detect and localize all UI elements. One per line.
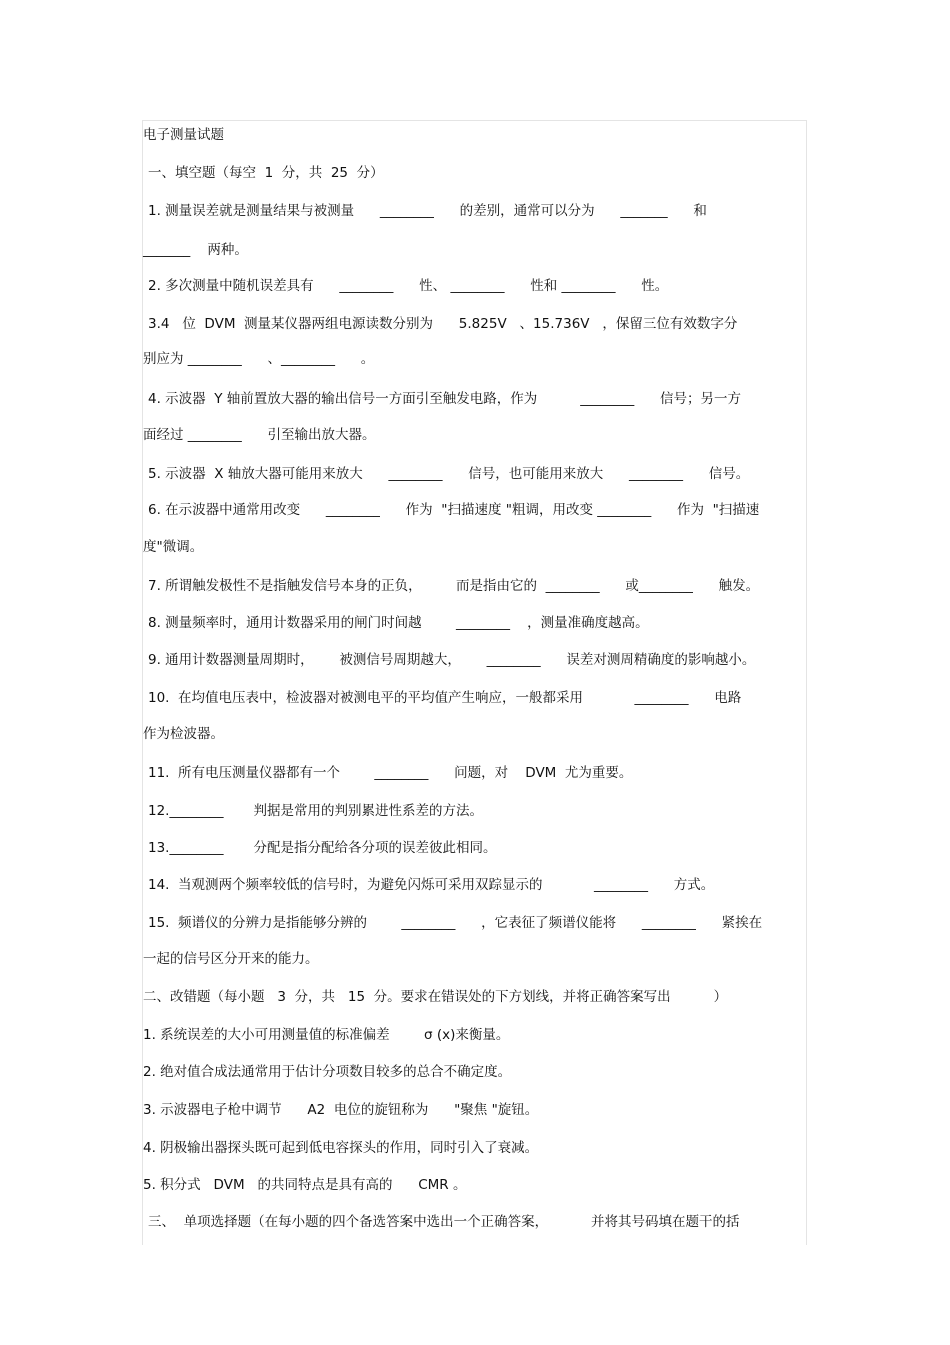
q3-line2: 别应为 ________ 、________ 。 <box>143 351 375 367</box>
q13: 13.________ 分配是指分配给各分项的误差彼此相同。 <box>148 840 497 856</box>
q9: 9. 通用计数器测量周期时， 被测信号周期越大， ________ 误差对测周精确度的影响越小。 <box>148 652 756 668</box>
q6-line2: 度"微调。 <box>143 539 204 555</box>
q2: 2. 多次测量中随机误差具有 ________ 性、 ________ 性和 ________ 性。 <box>148 278 669 294</box>
c4: 4. 阴极输出器探头既可起到低电容探头的作用，同时引入了衰减。 <box>143 1140 539 1156</box>
q14: 14. 当观测两个频率较低的信号时，为避免闪烁可采用双踪显示的 ________ 方式。 <box>148 877 715 893</box>
q6-line1: 6. 在示波器中通常用改变 ________ 作为 "扫描速度 "粗调，用改变 ________ 作为 "扫描速 <box>148 502 760 518</box>
q12: 12.________ 判据是常用的判别累进性系差的方法。 <box>148 803 484 819</box>
q4-line2: 面经过 ________ 引至输出放大器。 <box>143 427 376 443</box>
q10-line1: 10. 在均值电压表中，检波器对被测电平的平均值产生响应，一般都采用 ________ 电路 <box>148 690 742 706</box>
section-2-heading: 二、改错题（每小题 3 分，共 15 分。要求在错误处的下方划线，并将正确答案写出 ） <box>143 989 728 1005</box>
q5: 5. 示波器 X 轴放大器可能用来放大 ________ 信号，也可能用来放大 ________ 信号。 <box>148 466 750 482</box>
c2: 2. 绝对值合成法通常用于估计分项数目较多的总合不确定度。 <box>143 1064 512 1080</box>
q15-line1: 15. 频谱仪的分辨力是指能够分辨的 ________ ，它表征了频谱仪能将 ________ 紧挨在 <box>148 915 763 931</box>
c1: 1. 系统误差的大小可用测量值的标准偏差 σ (x)来衡量。 <box>143 1027 510 1043</box>
q15-line2: 一起的信号区分开来的能力。 <box>143 951 319 967</box>
q8: 8. 测量频率时，通用计数器采用的闸门时间越 ________ ，测量准确度越高。 <box>148 615 649 631</box>
q3-line1: 3.4 位 DVM 测量某仪器两组电源读数分别为 5.825V 、15.736V ，保留三位有效数字分 <box>148 316 738 332</box>
q11: 11. 所有电压测量仪器都有一个 ________ 问题，对 DVM 尤为重要。 <box>148 765 633 781</box>
section-1-heading: 一、填空题（每空 1 分，共 25 分） <box>148 165 384 181</box>
q1-line2: _______ 两种。 <box>143 242 248 258</box>
q7: 7. 所谓触发极性不是指触发信号本身的正负， 而是指由它的 ________ 或________ 触发。 <box>148 578 760 594</box>
q4-line1: 4. 示波器 Y 轴前置放大器的输出信号一方面引至触发电路，作为 ________ 信号；另一方 <box>148 391 741 407</box>
section-3-heading: 三、 单项选择题（在每小题的四个备选答案中选出一个正确答案， 并将其号码填在题干的括 <box>148 1214 740 1230</box>
c5: 5. 积分式 DVM 的共同特点是具有高的 CMR 。 <box>143 1177 467 1193</box>
q10-line2: 作为检波器。 <box>143 726 224 742</box>
q1-line1: 1. 测量误差就是测量结果与被测量 ________ 的差别，通常可以分为 _______ 和 <box>148 203 707 219</box>
document-title: 电子测量试题 <box>143 127 224 143</box>
c3: 3. 示波器电子枪中调节 A2 电位的旋钮称为 "聚焦 "旋钮。 <box>143 1102 539 1118</box>
